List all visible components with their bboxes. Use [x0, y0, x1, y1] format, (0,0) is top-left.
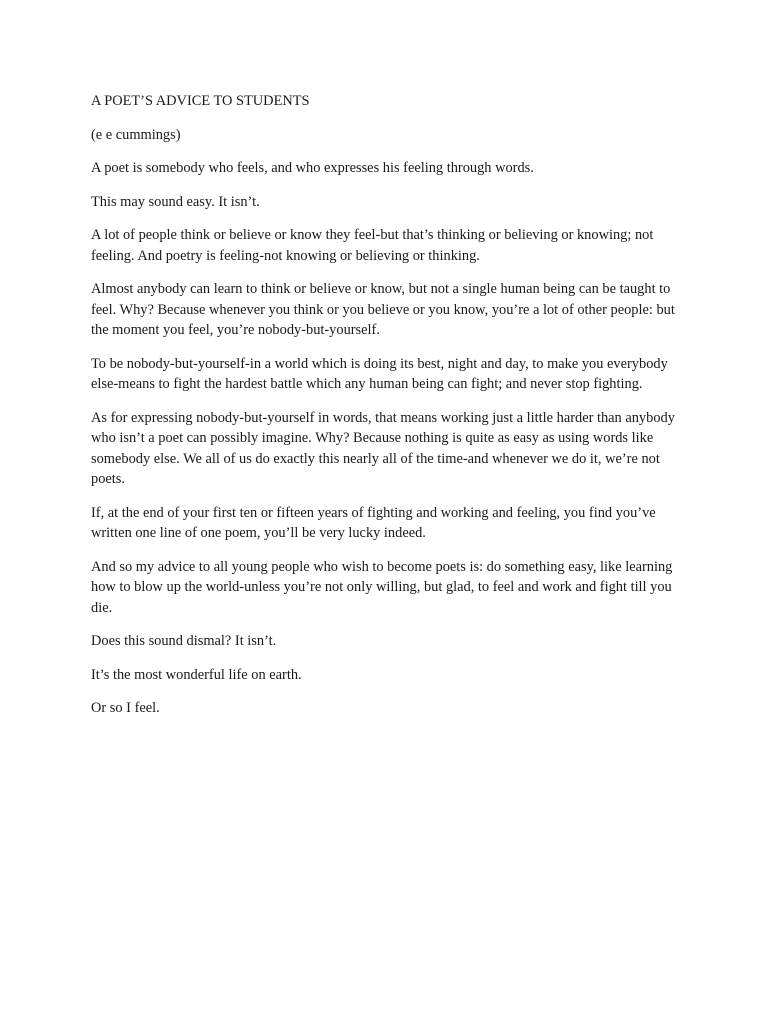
paragraph: As for expressing nobody-but-yourself in words, that means working just a little harder than anybody who isn’t a poet can possibly imagine. Why? Because nothing is quite as easy as using words like somebody else. We all of us do exactly this nearly all of the time-and whenever we do it, we’re not poets. — [91, 409, 675, 487]
paragraph: This may sound easy. It isn’t. — [91, 193, 260, 210]
paragraph: A lot of people think or believe or know they feel-but that’s thinking or believing or knowing; not feeling. And poetry is feeling-not knowing or believing or thinking. — [91, 227, 654, 264]
paragraph: To be nobody-but-yourself-in a world which is doing its best, night and day, to make you everybody else-means to fight the hardest battle which any human being can fight; and never stop fighting. — [91, 355, 668, 392]
paragraph: And so my advice to all young people who wish to become poets is: do something easy, like learning how to blow up the world-unless you’re not only willing, but glad, to feel and work and fight till you die. — [91, 558, 673, 616]
paragraph: Does this sound dismal? It isn’t. — [91, 633, 277, 649]
paragraph: Almost anybody can learn to think or believe or know, but not a single human being can be taught to feel. Why? Because whenever you think or you believe or you know, you’re a lot of other people: but the moment you feel, you’re nobody-but-yourself. — [91, 281, 675, 338]
paragraph: If, at the end of your first ten or fifteen years of fighting and working and feeling, you find you’ve written one line of one poem, you’ll be very lucky indeed. — [91, 504, 656, 541]
document-title: A POET’S ADVICE TO STUDENTS — [91, 93, 310, 109]
paragraph: It’s the most wonderful life on earth. — [91, 666, 302, 683]
paragraph: A poet is somebody who feels, and who expresses his feeling through words. — [91, 160, 534, 176]
document-body — [91, 91, 683, 732]
document-author: (e e cummings) — [91, 126, 181, 143]
paragraph: Or so I feel. — [91, 700, 160, 716]
